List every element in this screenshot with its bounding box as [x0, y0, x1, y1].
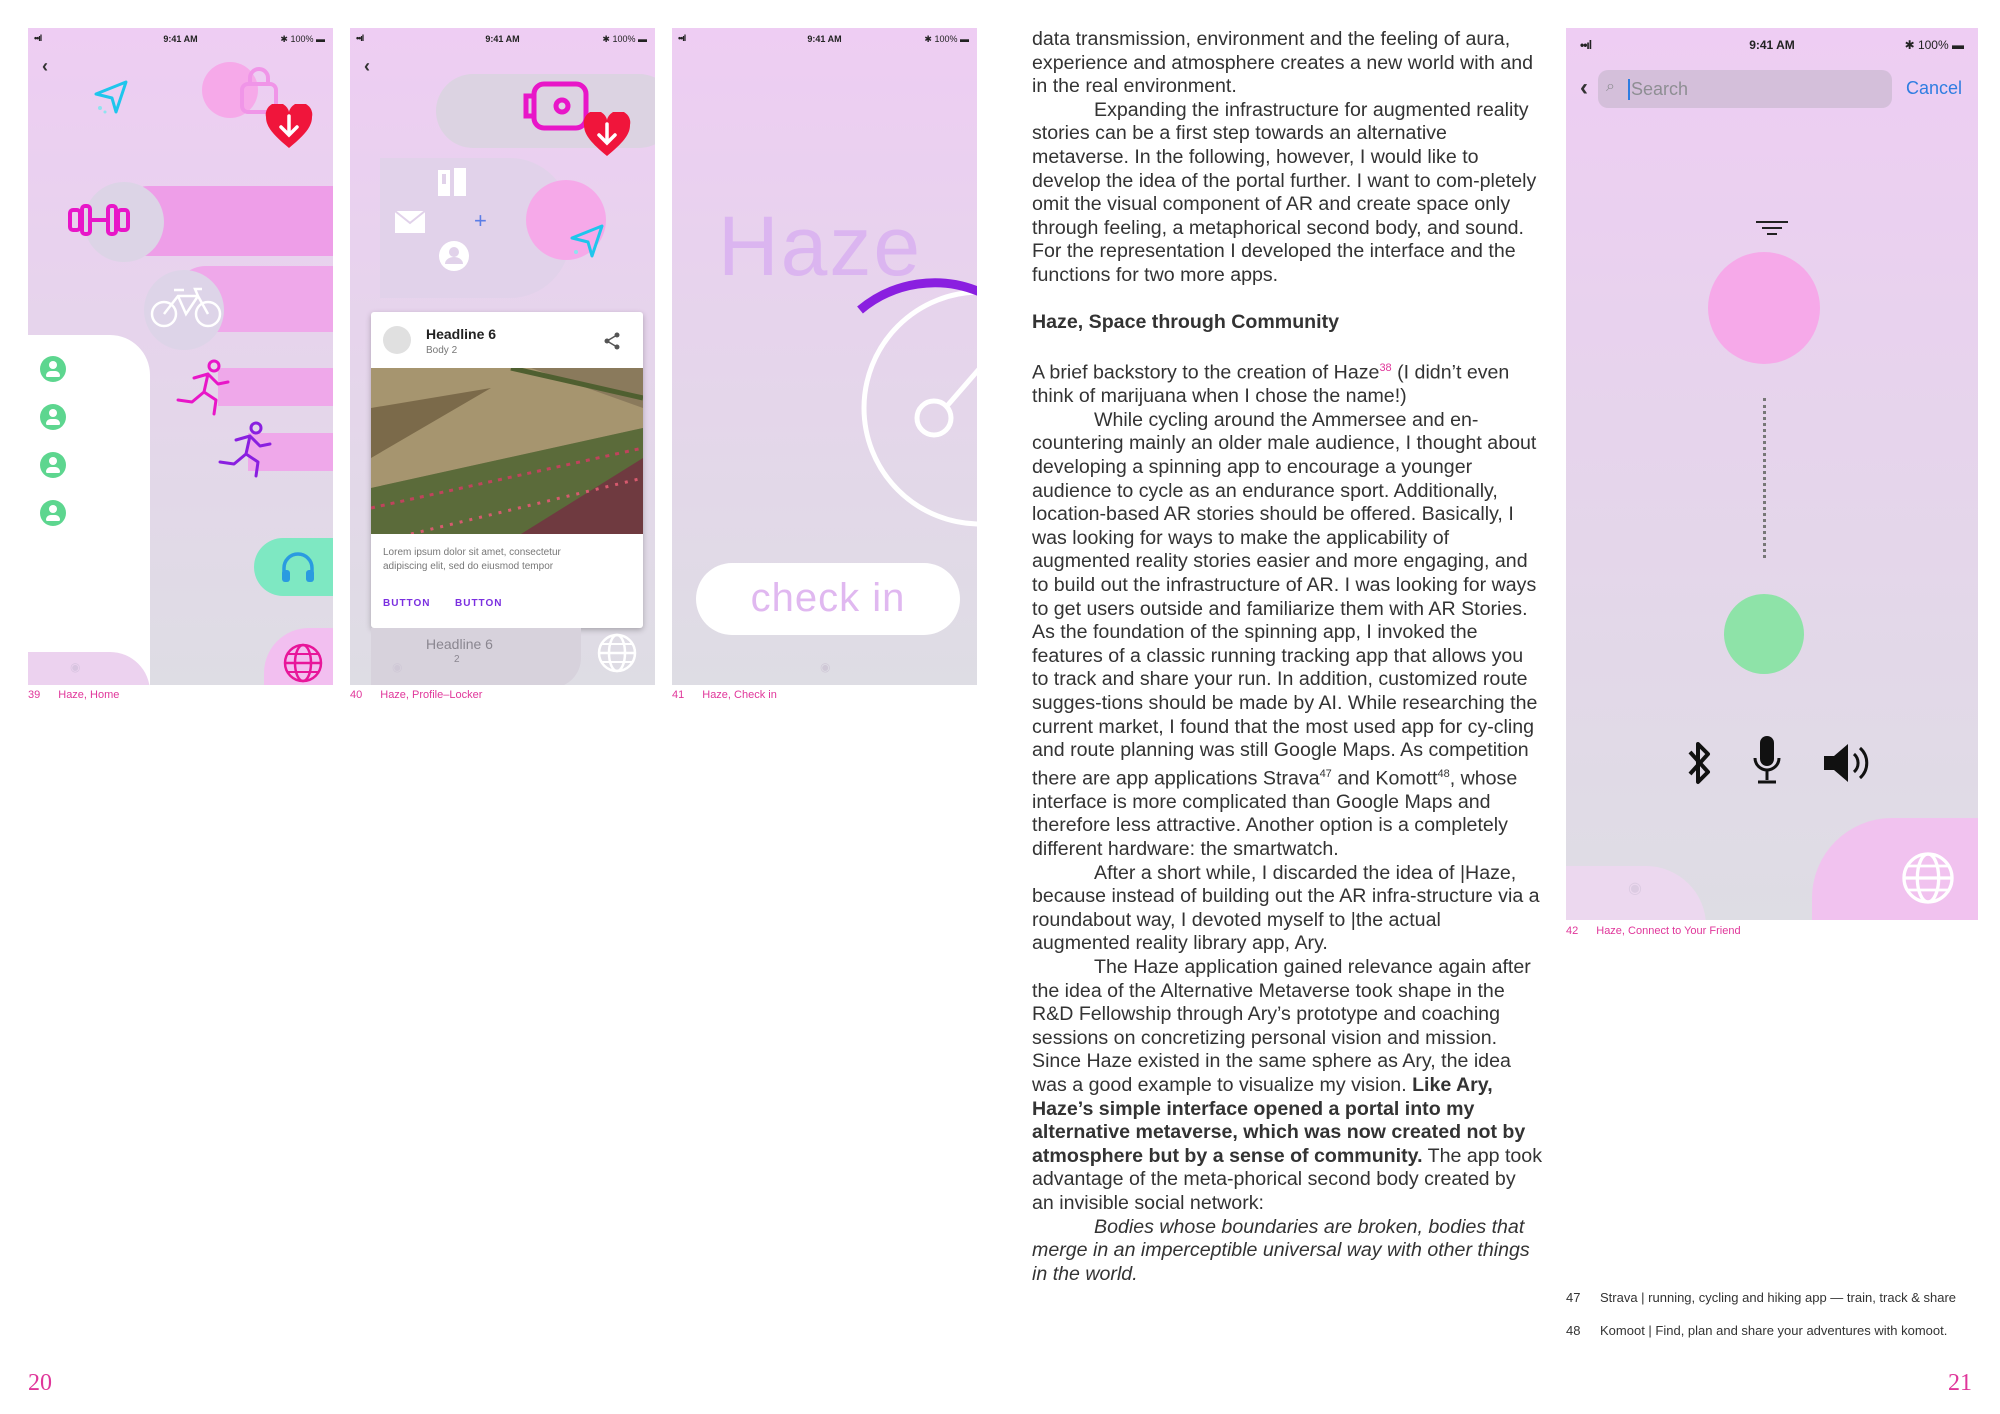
globe-icon[interactable]: [596, 632, 638, 674]
haze-logo: Haze: [718, 199, 923, 293]
eye-icon[interactable]: ◉: [820, 660, 831, 674]
battery-label: ✱ 100% ▬: [280, 34, 325, 44]
runner-icon[interactable]: [216, 420, 274, 482]
footnote-ref[interactable]: 38: [1379, 362, 1392, 375]
send-icon[interactable]: [566, 218, 610, 262]
page-number-left: 20: [28, 1370, 52, 1396]
share-icon[interactable]: [603, 332, 621, 350]
friend-avatar-icon[interactable]: [40, 356, 66, 382]
microphone-icon[interactable]: [1752, 734, 1782, 788]
screen-home: [28, 28, 333, 685]
footnote: 47 Strava | running, cycling and hiking app — train, track & share: [1566, 1290, 1957, 1305]
connection-line: [1763, 398, 1769, 558]
filter-icon[interactable]: [1754, 220, 1790, 236]
caption-41: 41 Haze, Check in: [672, 689, 777, 701]
search-input[interactable]: [1598, 70, 1892, 108]
book-icon[interactable]: [436, 166, 468, 200]
bluetooth-icon[interactable]: [1682, 738, 1716, 788]
paragraph: A brief backstory to the creation of Haze$^{38}$ (I didn’t even think of marijuana when I chose the name!): [1032, 361, 1510, 408]
status-bar: [672, 28, 977, 46]
footnote-ref[interactable]: 48: [1437, 767, 1450, 780]
card-body: Body 2: [426, 345, 458, 356]
caption-39: 39 Haze, Home: [28, 689, 120, 701]
body-text: [1032, 28, 1542, 1286]
paragraph: After a short while, I discarded the idea of |Haze, because instead of building out the AR infra-structure via a roundabout way, I devoted myself to |the actual augmented reality library app, Ary.: [1032, 861, 1540, 955]
band: [218, 368, 333, 406]
globe-icon[interactable]: [282, 642, 324, 684]
card-photo: [371, 368, 643, 534]
back-icon[interactable]: ‹: [1580, 74, 1588, 101]
signal-icon: ••ıl: [1580, 38, 1592, 52]
status-bar: [28, 28, 333, 46]
friend-avatar-icon[interactable]: [40, 404, 66, 430]
friend-avatar-icon[interactable]: [40, 500, 66, 526]
headphones-icon: [278, 548, 318, 586]
battery-label: ✱ 100% ▬: [602, 34, 647, 44]
card-text: Lorem ipsum dolor sit amet, consectetur adipiscing elit, sed do eiusmod tempor: [383, 547, 561, 572]
battery-label: ✱ 100% ▬: [924, 34, 969, 44]
quote: Bodies whose boundaries are broken, bodies that merge in an imperceptible universal way with other things in the world.: [1032, 1215, 1530, 1285]
profile-icon[interactable]: [438, 240, 470, 272]
locker-card[interactable]: [371, 312, 643, 628]
eye-icon[interactable]: ◉: [392, 660, 403, 674]
caption-40: 40 Haze, Profile–Locker: [350, 689, 483, 701]
screen-connect-friend: [1566, 28, 1978, 920]
search-placeholder: Search: [1628, 79, 1688, 100]
paragraph: The Haze application gained relevance again after the idea of the Alternative Metaverse took shape in the R&D Fellowship through Ary’s prototype and coaching sessions on concretizing personal vision and mission. Since Haze existed in the same sphere as Ary, the idea was a good example to visualize my vision. Like Ary, Haze’s simple interface opened a portal into my alternative metaverse, which was now created not by atmosphere but by a sense of community. The app took advantage of the meta-phorical second body created by an invisible social network:: [1032, 956, 1542, 1214]
heart-download-icon[interactable]: [264, 104, 314, 150]
status-time: 9:41 AM: [807, 34, 842, 44]
card-button-1[interactable]: BUTTON: [383, 598, 431, 609]
eye-icon[interactable]: ◉: [70, 660, 81, 674]
friend-circle-green[interactable]: [1724, 594, 1804, 674]
friend-circle-pink[interactable]: [1708, 252, 1820, 364]
status-time: 9:41 AM: [485, 34, 520, 44]
mail-icon[interactable]: [394, 210, 426, 234]
add-icon[interactable]: +: [474, 208, 487, 233]
friend-avatar-icon[interactable]: [40, 452, 66, 478]
back-icon[interactable]: ‹: [364, 56, 370, 76]
footnote: 48 Komoot | Find, plan and share your adventures with komoot.: [1566, 1323, 1948, 1338]
heart-download-icon[interactable]: [582, 112, 632, 158]
globe-icon[interactable]: [1900, 850, 1956, 906]
battery-label: ✱ 100% ▬: [1904, 38, 1964, 52]
dumbbell-icon[interactable]: [64, 200, 134, 240]
card-headline: Headline 6: [426, 326, 497, 342]
status-bar: [350, 28, 655, 46]
footnote-ref[interactable]: 47: [1319, 767, 1332, 780]
screen-check-in: [672, 28, 977, 685]
page-number-right: 21: [1948, 1370, 1972, 1396]
screen-profile-locker: [350, 28, 655, 685]
back-icon[interactable]: ‹: [42, 56, 48, 76]
runner-icon[interactable]: [174, 358, 232, 420]
status-time: 9:41 AM: [1749, 38, 1795, 52]
signal-icon: ••ıl: [678, 33, 686, 43]
card-button-2[interactable]: BUTTON: [455, 598, 503, 609]
signal-icon: ••ıl: [356, 33, 364, 43]
send-icon[interactable]: [90, 74, 134, 118]
status-time: 9:41 AM: [163, 34, 198, 44]
caption-42: 42 Haze, Connect to Your Friend: [1566, 925, 1741, 937]
ghost-headline: Headline 6: [426, 636, 493, 652]
section-heading: Haze, Space through Community: [1032, 310, 1340, 333]
signal-icon: ••ıl: [34, 33, 42, 43]
ghost-body: 2: [454, 654, 460, 665]
status-bar: [1566, 28, 1978, 58]
card-avatar-icon: [383, 326, 411, 354]
paragraph: data transmission, environment and the feeling of aura, experience and atmosphere creates a new world with and in the real environment.: [1032, 28, 1534, 98]
search-icon: ⌕: [1606, 78, 1615, 95]
check-in-label: check in: [750, 576, 906, 620]
cancel-button[interactable]: Cancel: [1906, 78, 1963, 98]
eye-icon[interactable]: ◉: [1628, 880, 1642, 897]
paragraph: Expanding the infrastructure for augmented reality stories can be a first step towards an alternative metaverse. In the following, however, I would like to develop the idea of the portal further. I want to com-pletely omit the visual component of AR and create space only through feeling, a metaphorical second body, and sound. For the representation I developed the interface and the functions for two more apps.: [1032, 98, 1537, 286]
paragraph: While cycling around the Ammersee and en-countering mainly an older male audience, I thought about developing a spinning app to encourage a younger audience to cycle as an endurance sport. Additionally, location-based AR stories should be offered. Basically, I was looking for ways to make the applicability of augmented reality stories easier and more engaging, and to build out the infrastructure of AR. I was looking for ways to get users outside and familiarize them with AR Stories. As the foundation of the spinning app, I invoked the features of a classic running tracking app that allows you to track and share your run. In addition, customized route sugges-tions should be made by AI. While researching the current market, I found that the most used app for cy-cling and route planning was still Google Maps. As competition there are app applications Strava$^{47}$ and Komott$^{48}$, whose interface is more complicated than Google Maps and therefore less attractive. Another option is a completely different hardware: the smartwatch.: [1032, 408, 1538, 861]
check-in-dial[interactable]: [850, 278, 977, 538]
speaker-icon[interactable]: [1822, 742, 1872, 784]
bicycle-icon[interactable]: [150, 284, 222, 330]
